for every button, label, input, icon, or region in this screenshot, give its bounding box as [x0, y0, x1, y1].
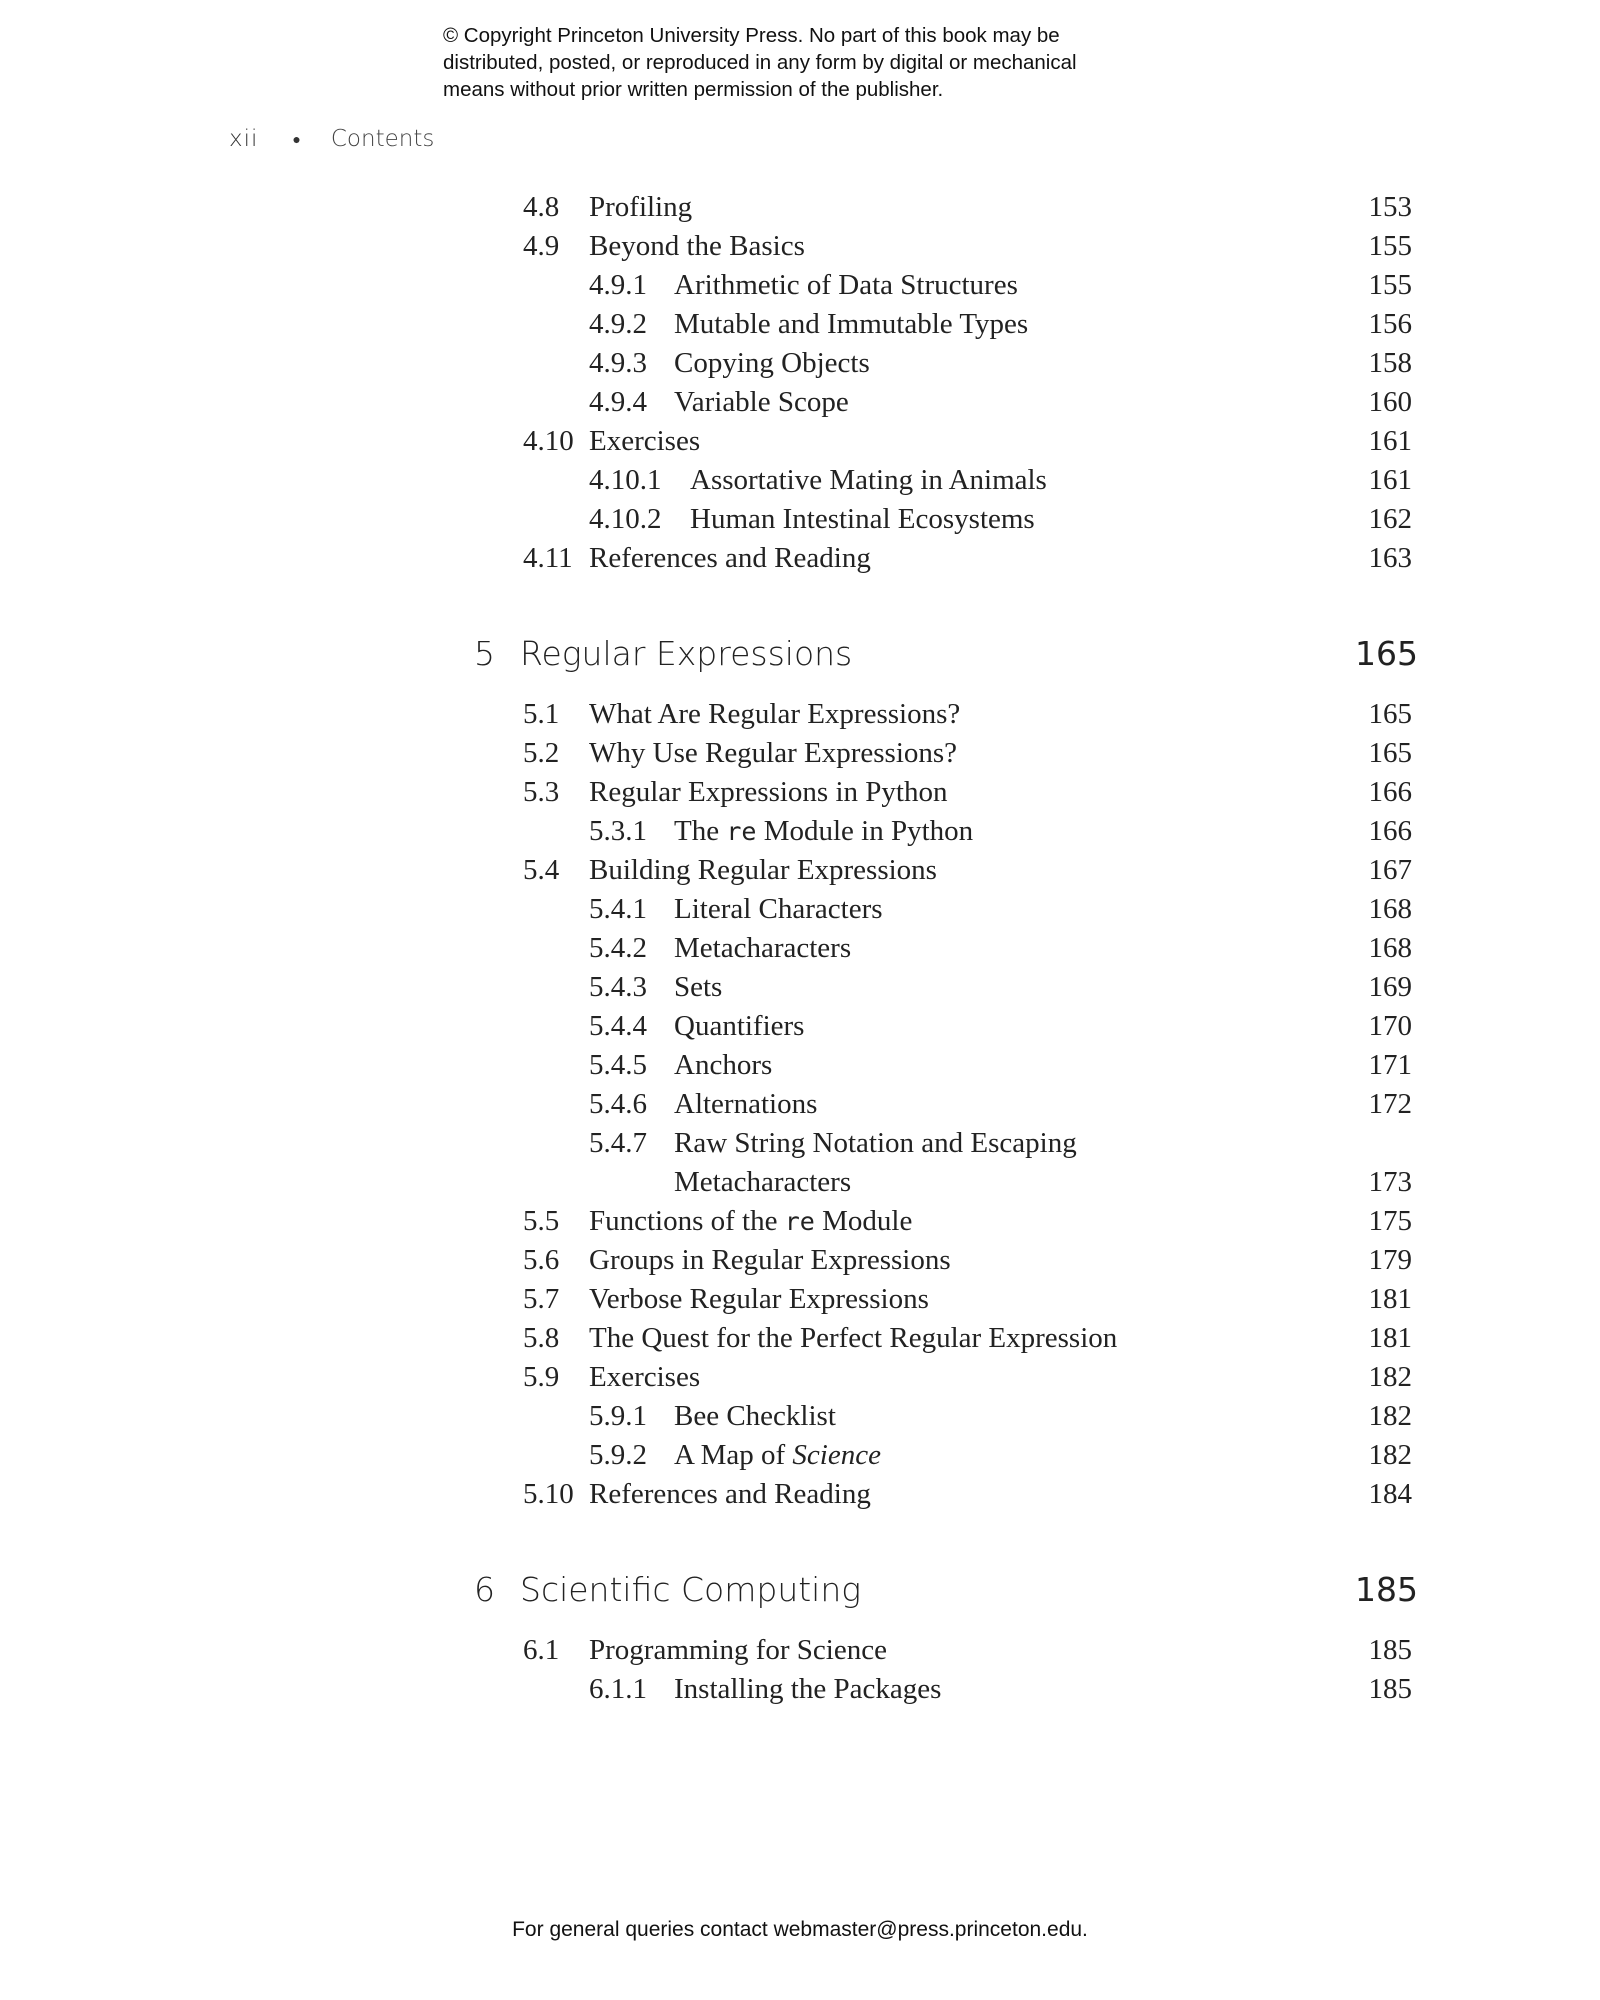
italic-title: Science: [792, 1439, 881, 1471]
subsection-title: Sets: [674, 971, 723, 1003]
section-title: Functions of the re Module: [589, 1205, 913, 1237]
section-number: 5.3: [523, 776, 560, 808]
subsection-title: Assortative Mating in Animals: [690, 464, 1047, 496]
subsection-number: 5.4.2: [589, 932, 647, 964]
page-number: 169: [1368, 971, 1412, 1003]
page-number: 172: [1368, 1088, 1412, 1120]
section-title: Beyond the Basics: [589, 230, 805, 262]
page-number: 179: [1368, 1244, 1412, 1276]
section-number: 4.9: [523, 230, 560, 262]
subsection-title: Arithmetic of Data Structures: [674, 269, 1018, 301]
page-number: 170: [1368, 1010, 1412, 1042]
code-re: re: [784, 1207, 815, 1236]
chapter-number: 6: [474, 1570, 495, 1609]
page-number: 171: [1368, 1049, 1412, 1081]
page-number: 167: [1368, 854, 1412, 886]
section-number: 5.7: [523, 1283, 560, 1315]
section-title: Profiling: [589, 191, 693, 223]
section-title: Programming for Science: [589, 1634, 887, 1666]
subsection-title: Installing the Packages: [674, 1673, 942, 1705]
section-number: 6.1: [523, 1634, 560, 1666]
running-head: [229, 126, 434, 152]
subsection-number: 5.4.7: [589, 1127, 647, 1159]
page-number: 155: [1368, 269, 1412, 301]
page-number: 165: [1368, 698, 1412, 730]
section-title: Regular Expressions in Python: [589, 776, 948, 808]
page-number: 181: [1368, 1322, 1412, 1354]
subsection-number: 4.10.1: [589, 464, 662, 496]
section-title: References and Reading: [589, 542, 871, 574]
page-number: 165: [1368, 737, 1412, 769]
subsection-number: 4.9.2: [589, 308, 647, 340]
subsection-number: 6.1.1: [589, 1673, 647, 1705]
section-title: The Quest for the Perfect Regular Expression: [589, 1322, 1118, 1354]
section-title: What Are Regular Expressions?: [589, 698, 961, 730]
subsection-number: 5.9.2: [589, 1439, 647, 1471]
page-number: 182: [1368, 1439, 1412, 1471]
page-number: 168: [1368, 932, 1412, 964]
subsection-title: Copying Objects: [674, 347, 870, 379]
page-number: 182: [1368, 1361, 1412, 1393]
page-number: 161: [1368, 425, 1412, 457]
bullet-icon: ●: [292, 132, 301, 148]
page-number: 173: [1368, 1166, 1412, 1198]
section-title: Verbose Regular Expressions: [589, 1283, 929, 1315]
chapter-heading[interactable]: [474, 634, 853, 674]
page-number: 181: [1368, 1283, 1412, 1315]
subsection-number: 4.9.1: [589, 269, 647, 301]
section-number: 5.9: [523, 1361, 560, 1393]
copyright-line: © Copyright Princeton University Press. No part of this book may be: [443, 24, 1060, 47]
subsection-number: 5.4.1: [589, 893, 647, 925]
subsection-title: Quantifiers: [674, 1010, 805, 1042]
subsection-number: 4.9.3: [589, 347, 647, 379]
subsection-title-continued: Metacharacters: [674, 1166, 852, 1198]
section-title: References and Reading: [589, 1478, 871, 1510]
section-number: 5.6: [523, 1244, 560, 1276]
section-title: Exercises: [589, 425, 701, 457]
page-number: 158: [1368, 347, 1412, 379]
page-number: 185: [1368, 1634, 1412, 1666]
subsection-number: 4.10.2: [589, 503, 662, 535]
chapter-page-number: 185: [1355, 1570, 1418, 1609]
section-number: 4.10: [523, 425, 574, 457]
page-number: 166: [1368, 776, 1412, 808]
copyright-line: means without prior written permission of the publisher.: [443, 78, 944, 101]
subsection-title: Human Intestinal Ecosystems: [690, 503, 1035, 535]
subsection-number: 5.4.4: [589, 1010, 647, 1042]
page-number: 160: [1368, 386, 1412, 418]
section-number: 4.11: [523, 542, 573, 574]
subsection-title: Alternations: [674, 1088, 818, 1120]
chapter-title: Scientific Computing: [520, 1570, 862, 1609]
chapter-title: Regular Expressions: [520, 634, 853, 673]
page-number: 166: [1368, 815, 1412, 847]
subsection-title: Mutable and Immutable Types: [674, 308, 1029, 340]
subsection-title: Raw String Notation and Escaping: [674, 1127, 1077, 1159]
page-number: 155: [1368, 230, 1412, 262]
footer-contact: For general queries contact webmaster@press.princeton.edu.: [512, 1918, 1088, 1941]
page-folio: xii: [229, 126, 259, 152]
subsection-title: Variable Scope: [674, 386, 849, 418]
section-number: 5.8: [523, 1322, 560, 1354]
code-re: re: [726, 817, 757, 846]
section-title: Why Use Regular Expressions?: [589, 737, 958, 769]
subsection-number: 5.4.6: [589, 1088, 647, 1120]
page-number: 163: [1368, 542, 1412, 574]
page-number: 185: [1368, 1673, 1412, 1705]
subsection-title: Bee Checklist: [674, 1400, 836, 1432]
page-number: 161: [1368, 464, 1412, 496]
page-number: 182: [1368, 1400, 1412, 1432]
subsection-number: 5.4.5: [589, 1049, 647, 1081]
section-title: Groups in Regular Expressions: [589, 1244, 951, 1276]
section-number: 5.5: [523, 1205, 560, 1237]
subsection-title: The re Module in Python: [674, 815, 974, 847]
page-number: 162: [1368, 503, 1412, 535]
subsection-title: A Map of Science: [674, 1439, 881, 1471]
section-number: 5.4: [523, 854, 560, 886]
copyright-line: distributed, posted, or reproduced in any form by digital or mechanical: [443, 51, 1077, 74]
page-number: 153: [1368, 191, 1412, 223]
subsection-title: Literal Characters: [674, 893, 883, 925]
section-number: 5.1: [523, 698, 560, 730]
subsection-number: 5.9.1: [589, 1400, 647, 1432]
subsection-title: Metacharacters: [674, 932, 852, 964]
running-head-label: Contents: [330, 126, 435, 152]
section-title: Exercises: [589, 1361, 701, 1393]
subsection-number: 4.9.4: [589, 386, 647, 418]
chapter-number: 5: [474, 634, 495, 673]
section-number: 5.10: [523, 1478, 574, 1510]
chapter-heading[interactable]: [474, 1570, 862, 1610]
copyright-notice: [443, 22, 1203, 103]
section-number: 5.2: [523, 737, 560, 769]
subsection-number: 5.3.1: [589, 815, 647, 847]
page-number: 156: [1368, 308, 1412, 340]
page-number: 184: [1368, 1478, 1412, 1510]
page-number: 175: [1368, 1205, 1412, 1237]
section-number: 4.8: [523, 191, 560, 223]
chapter-page-number: 165: [1355, 634, 1418, 673]
subsection-title: Anchors: [674, 1049, 773, 1081]
subsection-number: 5.4.3: [589, 971, 647, 1003]
section-title: Building Regular Expressions: [589, 854, 937, 886]
page-number: 168: [1368, 893, 1412, 925]
